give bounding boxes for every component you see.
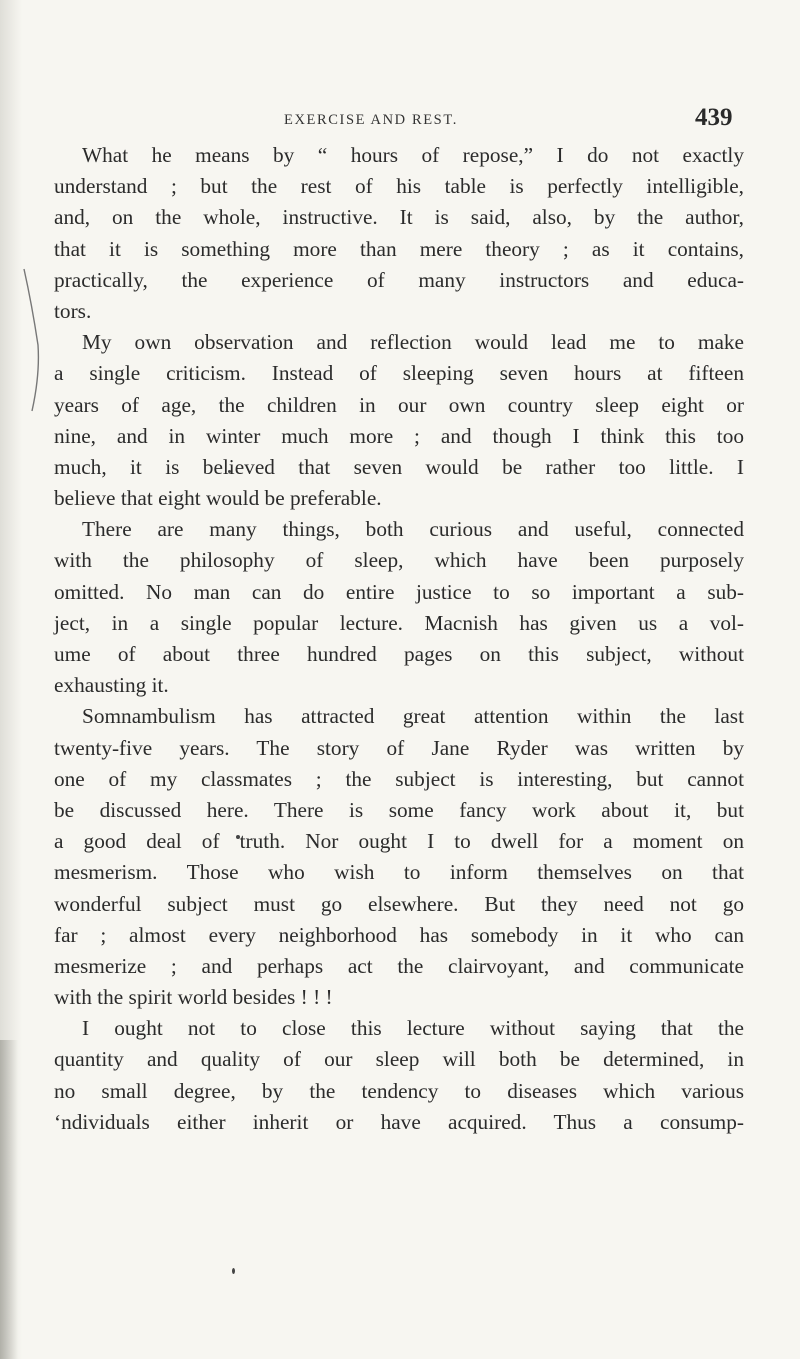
text-line: be discussed here. There is some fancy work about it, but [54,797,744,822]
body-text [54,140,744,1138]
text-line: with the philosophy of sleep, which have been purposely [54,548,744,573]
text-line: far ; almost every neighborhood has somebody in it who can [54,922,744,947]
text-line: twenty-five years. The story of Jane Ryder was written by [54,735,744,760]
running-head: EXERCISE AND REST. [284,112,458,128]
text-line: no small degree, by the tendency to diseases which various [54,1078,744,1103]
text-line: with the spirit world besides ! ! ! [54,985,333,1010]
text-line: omitted. No man can do entire justice to so important a sub- [54,579,744,604]
text-line: and, on the whole, instructive. It is said, also, by the author, [54,205,744,230]
text-line: a good deal of truth. Nor ought I to dwell for a moment on [54,829,744,854]
text-line: exhausting it. [54,673,169,698]
text-line: ume of about three hundred pages on this subject, without [54,642,744,666]
text-line: understand ; but the rest of his table is perfectly intelligible, [54,174,744,199]
text-line: that it is something more than mere theory ; as it contains, [54,236,744,261]
text-line: ‘ndividuals either inherit or have acquired. Thus a consump- [54,1109,744,1134]
page-edge-stain [0,1040,18,1359]
text-line: practically, the experience of many instructors and educa- [54,267,744,292]
text-line: There are many things, both curious and useful, connected [82,517,744,542]
text-line: mesmerize ; and perhaps act the clairvoyant, and communicate [54,953,744,978]
margin-pencil-mark [18,265,44,415]
text-line: My own observation and reflection would lead me to make [82,330,744,355]
ink-speck [232,1268,235,1274]
text-line: believe that eight would be preferable. [54,486,382,511]
text-line: Somnambulism has attracted great attention within the last [82,704,744,729]
text-line: I ought not to close this lecture without saying that the [82,1016,744,1041]
text-line: mesmerism. Those who wish to inform themselves on that [54,860,744,885]
text-line: What he means by “ hours of repose,” I do not exactly [82,143,744,167]
page-number: 439 [695,104,733,131]
text-line: a single criticism. Instead of sleeping seven hours at fifteen [54,361,744,386]
text-line: wonderful subject must go elsewhere. But they need not go [54,891,744,916]
text-line: tors. [54,298,92,323]
text-line: one of my classmates ; the subject is interesting, but cannot [54,766,744,791]
text-line: years of age, the children in our own country sleep eight or [54,392,744,417]
text-line: nine, and in winter much more ; and though I think this too [54,423,744,448]
text-line: much, it is believed that seven would be rather too little. I [54,454,744,479]
text-line: ject, in a single popular lecture. Macnish has given us a vol- [54,610,744,635]
text-line: quantity and quality of our sleep will both be determined, in [54,1047,744,1072]
